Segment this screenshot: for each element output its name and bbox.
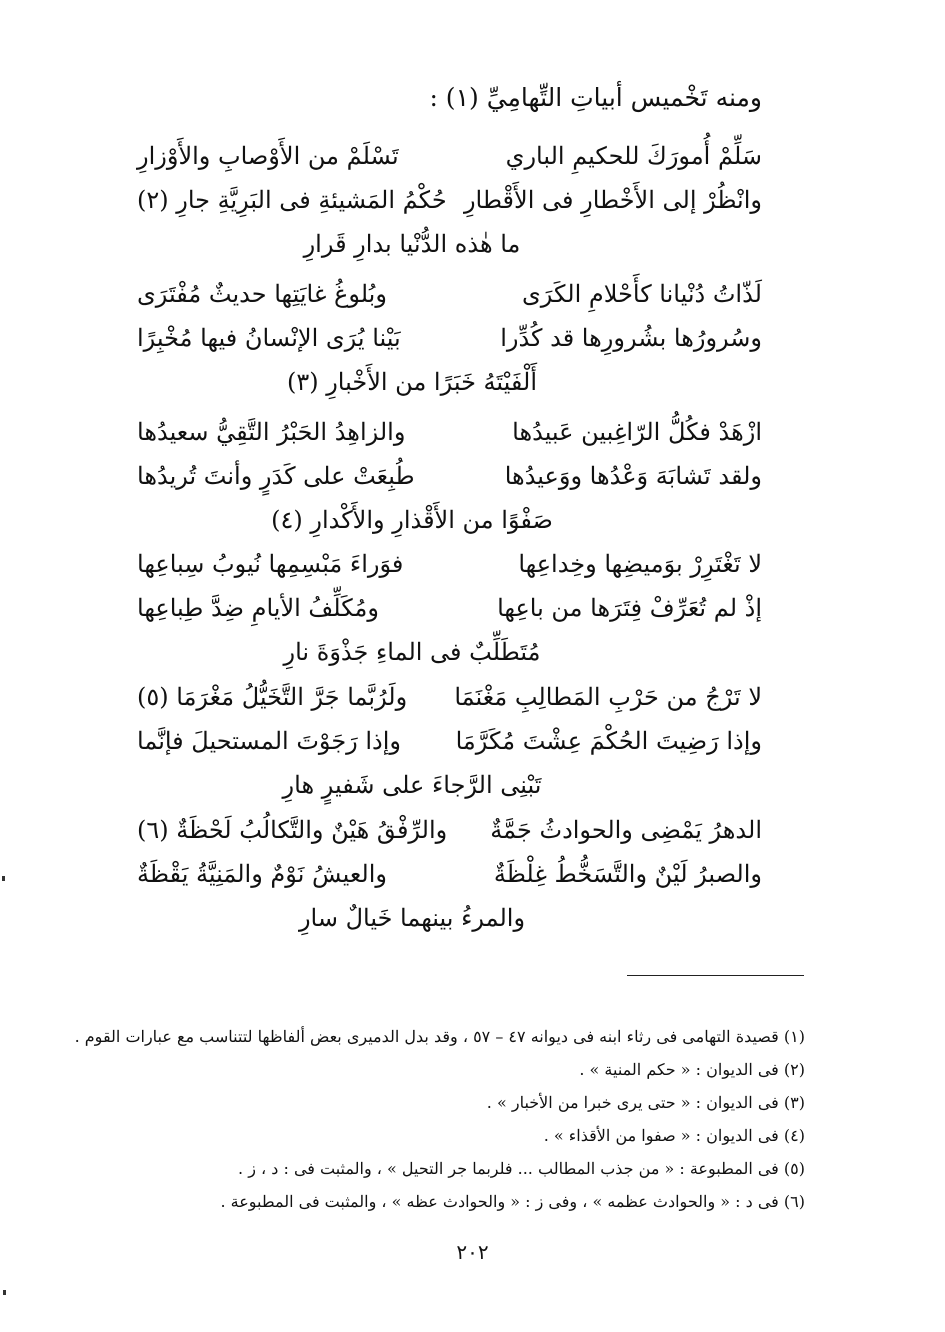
second-hemistich: وإذا رَجَوْتَ المستحيلَ فإنَّما bbox=[137, 727, 401, 755]
second-hemistich: ومُكَلِّفُ الأيامِ ضِدَّ طِباعِها bbox=[137, 594, 379, 622]
verse-line bbox=[62, 808, 762, 852]
second-hemistich: والزاهِدُ الحَبْرُ التَّقِيُّ سعيدُها bbox=[137, 418, 406, 446]
second-hemistich: والعيشُ نَوْمٌ والمَنِيَّةُ يَقْظَةٌ bbox=[137, 860, 387, 888]
first-hemistich: سَلِّمْ أُمورَكَ للحكيمِ الباري bbox=[505, 142, 762, 170]
intro-line: ومنه تَخْميس أبياتِ التِّهامِيِّ (١) : bbox=[429, 83, 762, 112]
verse-line bbox=[62, 178, 762, 222]
footnote: (٣) فى الديوان : « حتى يرى خبرا من الأخبار » . bbox=[486, 1093, 805, 1112]
scan-speck bbox=[2, 876, 5, 881]
first-hemistich: والصبرُ لَيْنٌ والتَّسَخُّطُ غِلْظَةٌ bbox=[493, 860, 762, 888]
verse-line bbox=[62, 316, 762, 360]
footnote: (٢) فى الديوان : « حكم المنية » . bbox=[579, 1060, 805, 1079]
verse-line bbox=[62, 719, 762, 763]
first-hemistich: لا تَغْتَرِرْ بوَميضِها وخِداعِها bbox=[518, 550, 762, 578]
second-hemistich: فوَراءَ مَبْسِمِها نُيوبُ سِباعِها bbox=[137, 550, 404, 578]
footnotes bbox=[65, 1020, 805, 1218]
refrain-line: ما هٰذه الدُّنْيا بدارِ قَرارِ bbox=[303, 230, 521, 258]
footnote: (٥) فى المطبوعة : « من جذب المطالب ... فلربما جر التحيل » ، والمثبت فى : د ، ز . bbox=[238, 1159, 805, 1178]
first-hemistich: الدهرُ يَمْضِى والحوادثُ جَمَّةٌ bbox=[490, 816, 762, 844]
verse-line bbox=[62, 134, 762, 178]
second-hemistich: طُبِعَتْ على كَدَرٍ وأنتَ تُريدُها bbox=[137, 462, 415, 490]
first-hemistich: وسُرورُها بشُرورِها قد كُدِّرا bbox=[500, 324, 762, 352]
second-hemistich: ولَرُبَّما جَرَّ التَّخَيُّلُ مَغْرَمَا (٥) bbox=[137, 683, 408, 711]
verse-line bbox=[62, 675, 762, 719]
footnote: (١) قصيدة التهامى فى رثاء ابنه فى ديوانه ٤٧ – ٥٧ ، وقد بدل الدميرى بعض ألفاظها لتتناسب مع عبارات القوم . bbox=[74, 1027, 805, 1046]
second-hemistich: والرِّفْقُ هَيْنٌ والتَّكالُبُ لَحْظَةٌ (٦) bbox=[137, 816, 448, 844]
second-hemistich: حُكْمُ المَشيئةِ فى البَرِيَّةِ جارِ (٢) bbox=[137, 186, 447, 214]
first-hemistich: لَذّاتُ دُنْيانا كأَحْلامِ الكَرَى bbox=[522, 280, 762, 308]
verse-line bbox=[62, 272, 762, 316]
verse-line bbox=[62, 454, 762, 498]
first-hemistich: إذْ لم تُعَرِّفْ فِتَرَها من باعِها bbox=[497, 594, 762, 622]
second-hemistich: تَسْلَمْ من الأَوْصابِ والأَوْزارِ bbox=[137, 142, 399, 170]
verse-line bbox=[62, 586, 762, 630]
first-hemistich: ولقد تَشابَهَ وَعْدُها ووَعيدُها bbox=[504, 462, 762, 490]
refrain-line: تَبْنِى الرَّجاءَ على شَفيرٍ هارِ bbox=[282, 771, 542, 799]
verse-line bbox=[62, 542, 762, 586]
refrain-line: مُتَطَلِّبٌ فى الماءِ جَذْوَةَ نارِ bbox=[283, 638, 541, 666]
footnote-separator bbox=[627, 975, 804, 976]
first-hemistich: وانْظُرْ إلى الأَخْطارِ فى الأَقْطارِ bbox=[463, 186, 762, 214]
second-hemistich: بَيْنا يُرَى الإنْسانُ فيها مُخْبِرًا bbox=[137, 324, 401, 352]
verse-line bbox=[62, 410, 762, 454]
refrain-line: صَفْوًا من الأَقْذارِ والأَكْدارِ (٤) bbox=[271, 506, 553, 534]
scan-speck bbox=[3, 1290, 6, 1295]
first-hemistich: لا تَرْجُ من حَرْبِ المَطالِبِ مَغْنَمَا bbox=[454, 683, 762, 711]
refrain-line: أَلْفَيْتَهُ خَبَرًا من الأَخْبارِ (٣) bbox=[286, 368, 538, 396]
page-number: ٢٠٢ bbox=[456, 1240, 489, 1264]
second-hemistich: وبُلوغُ غايَتِها حديثٌ مُفْتَرَى bbox=[137, 280, 387, 308]
footnote: (٦) فى د : « والحوادث عظمه » ، وفى ز : « والحوادث عظه » ، والمثبت فى المطبوعة . bbox=[220, 1192, 805, 1211]
first-hemistich: وإذا رَضِيتَ الحُكْمَ عِشْتَ مُكَرَّمَا bbox=[455, 727, 762, 755]
verse-line bbox=[62, 852, 762, 896]
refrain-line: والمرءُ بينهما خَيالٌ سارِ bbox=[298, 904, 526, 932]
first-hemistich: ازْهَدْ فكُلُّ الرّاغِبين عَبيدُها bbox=[512, 418, 762, 446]
footnote: (٤) فى الديوان : « صفوا من الأقذاء » . bbox=[543, 1126, 805, 1145]
